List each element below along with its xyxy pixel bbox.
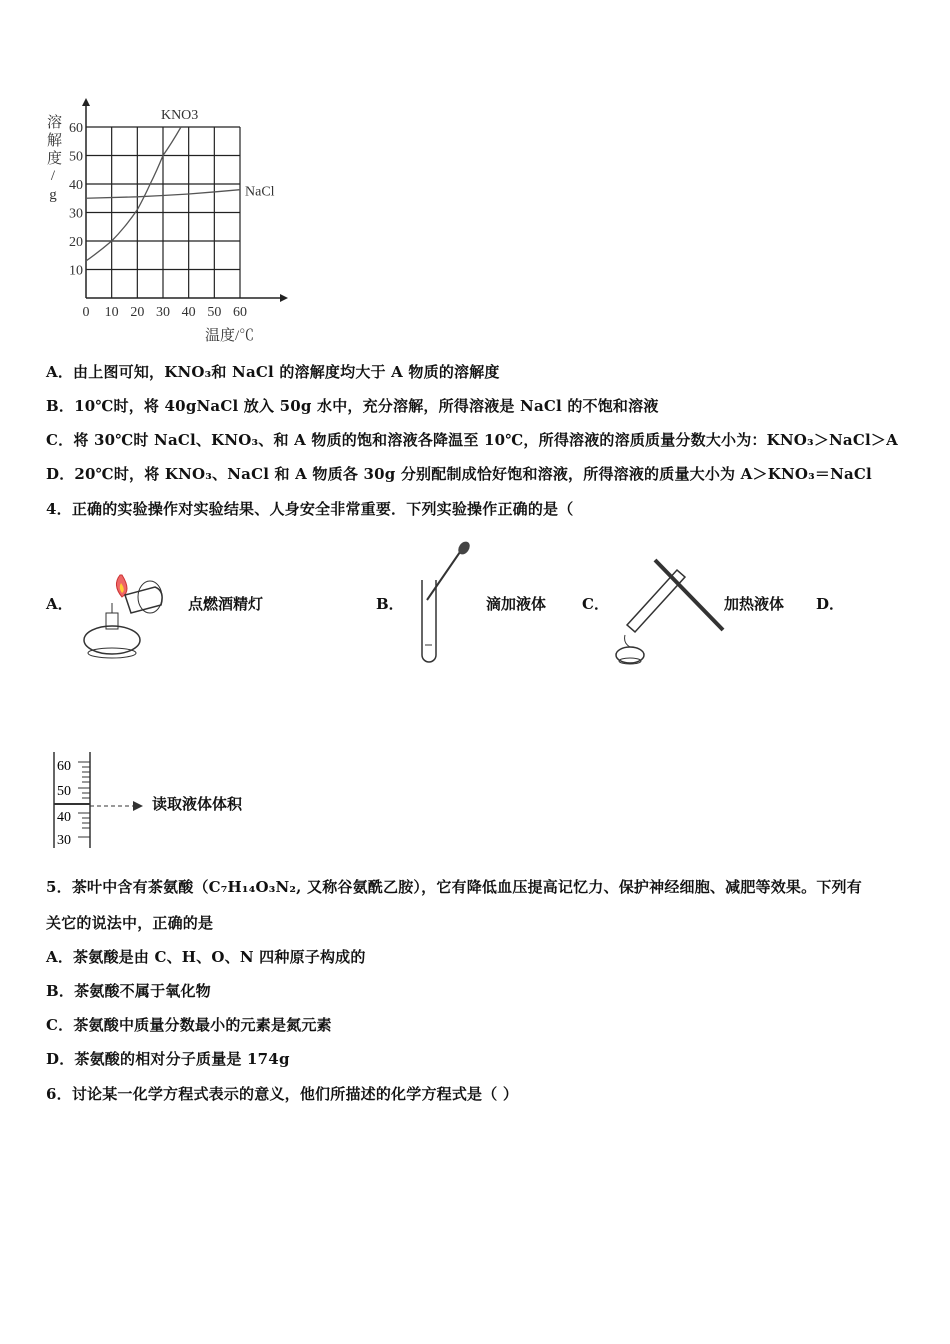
series-label-kno3: KNO3 [160,108,199,123]
x-tick-label: 10 [104,305,119,320]
q4-stem: 4．正确的实验操作对实验结果、人身安全非常重要．下列实验操作正确的是（ [46,500,574,518]
q5-option-d: D．茶氨酸的相对分子质量是 174g [46,1050,290,1068]
dropper-test-tube-image [410,540,480,665]
x-axis-arrow [280,294,288,302]
q4-b-caption: 滴加液体 [486,595,547,613]
y-tick-label: 60 [69,121,83,136]
q4-c-caption: 加热液体 [724,595,785,613]
y-tick-label: 30 [69,206,83,222]
q3-option-b: B．10℃时，将 40gNaCl 放入 50g 水中，充分溶解，所得溶液是 NaCl 的不饱和溶液 [46,397,659,415]
series-label-nacl: NaCl [245,184,275,200]
y-axis-label: 溶解度/g [45,114,61,206]
q5-stem-line2: 关它的说法中，正确的是 [46,914,214,932]
cylinder-tick-30: 30 [57,833,71,848]
y-tick-label: 50 [69,149,83,165]
x-tick-label: 0 [82,305,90,320]
q3-option-d: D．20℃时，将 KNO₃、NaCl 和 A 物质各 30g 分别配制成恰好饱和溶液，所得溶液的质量大小为 A＞KNO₃＝NaCl [46,465,872,483]
cylinder-tick-50: 50 [57,784,71,799]
q5-option-b: B．茶氨酸不属于氧化物 [46,982,211,1000]
alcohol-lamp-lighting-image [80,555,180,665]
x-tick-label: 50 [207,305,222,320]
x-tick-label: 20 [130,305,145,320]
y-tick-label: 20 [69,235,83,250]
q4-a-letter: A． [46,595,73,613]
q4-d-letter: D． [816,595,845,613]
q4-b-letter: B． [376,595,404,613]
heating-liquid-image [605,555,730,670]
y-tick-label: 40 [69,178,83,193]
y-tick-label: 10 [69,263,83,279]
q4-d-caption: 读取液体体积 [152,795,243,813]
q5-stem-line1: 5．茶叶中含有茶氨酸（C₇H₁₄O₃N₂, 又称谷氨酰乙胺），它有降低血压提高记忆力、保护神经细胞、减肥等效果。下列有 [46,878,862,896]
q5-option-a: A．茶氨酸是由 C、H、O、N 四种原子构成的 [46,948,366,966]
x-tick-label: 60 [233,305,247,320]
q4-a-caption: 点燃酒精灯 [188,595,264,613]
cylinder-tick-40: 40 [57,810,71,825]
graduated-cylinder-image [48,750,158,850]
q3-option-a: A．由上图可知，KNO₃和 NaCl 的溶解度均大于 A 物质的溶解度 [46,363,500,381]
q3-option-c: C．将 30℃时 NaCl、KNO₃、和 A 物质的饱和溶液各降温至 10℃，所得溶液的溶质质量分数大小为：KNO₃＞NaCl＞A [46,431,898,449]
eye-icon [133,801,143,811]
x-axis-label: 温度/℃ [205,328,255,344]
y-axis-arrow [82,98,90,106]
q5-option-c: C．茶氨酸中质量分数最小的元素是氮元素 [46,1016,332,1034]
q6-stem: 6．讨论某一化学方程式表示的意义，他们所描述的化学方程式是（ ） [46,1085,519,1103]
cylinder-tick-60: 60 [57,759,71,774]
q4-c-letter: C． [582,595,609,613]
x-tick-label: 40 [181,305,196,320]
x-tick-label: 30 [156,305,170,320]
